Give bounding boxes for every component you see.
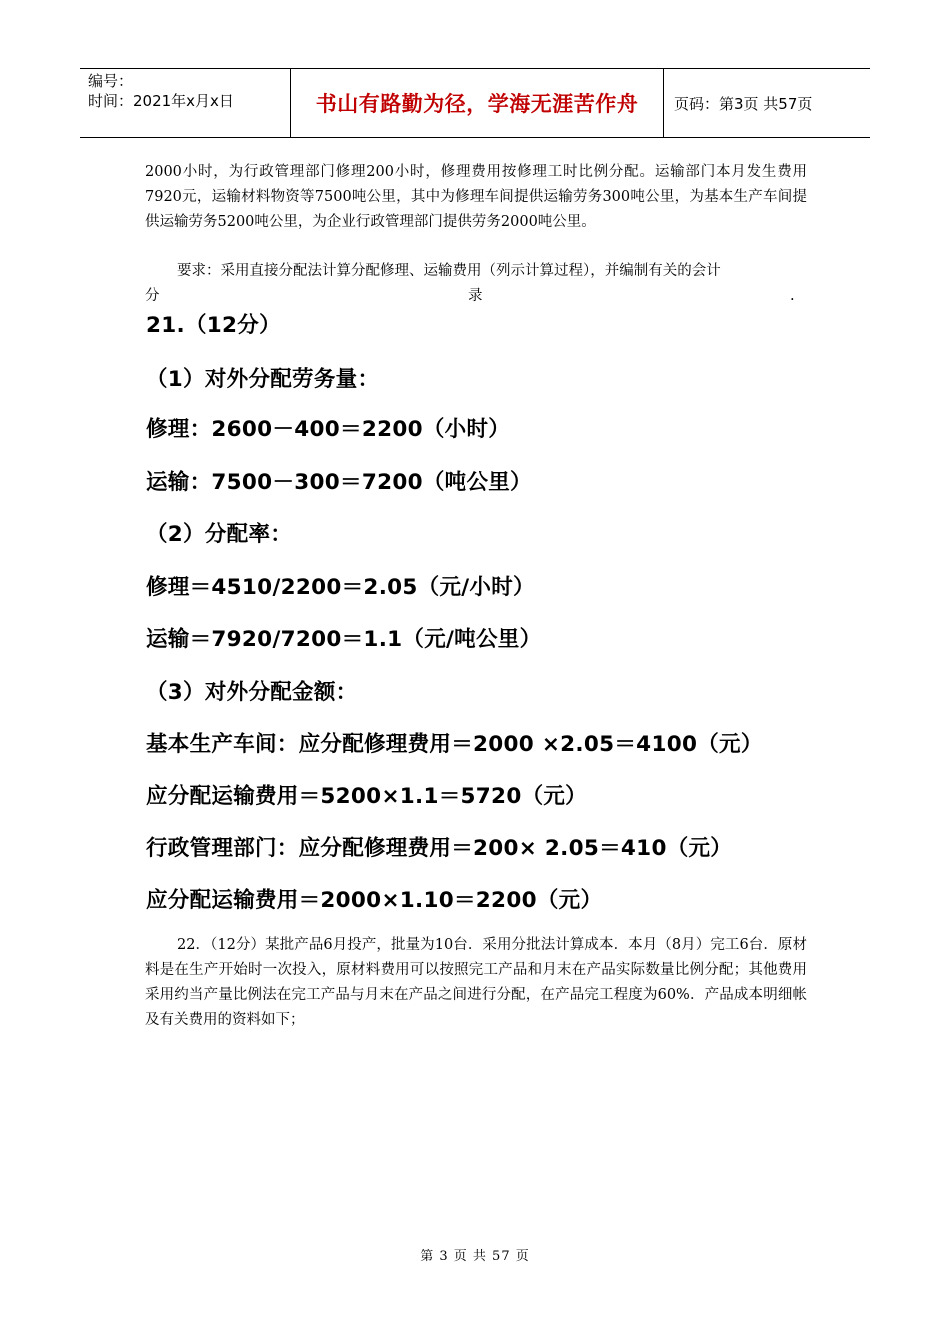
- page-header: [80, 68, 870, 138]
- answer-line-repair-volume: 修理：2600－400＝2200（小时）: [146, 417, 511, 442]
- answer-line-transport-volume: 运输：7500－300＝7200（吨公里）: [146, 470, 532, 495]
- answer-line-transport-rate: 运输＝7920/7200＝1.1（元/吨公里）: [146, 627, 542, 652]
- answer-line-workshop-repair: 基本生产车间：应分配修理费用＝2000 ×2.05＝4100（元）: [146, 732, 763, 757]
- requirement-tail-char-2: 录: [468, 288, 483, 304]
- answer-section-2: （2）分配率：: [146, 522, 293, 547]
- question-22-text: 22．（12分）某批产品6月投产，批量为10台．采用分批法计算成本．本月（8月）完工6台．原材料是在生产开始时一次投入，原材料费用可以按照完工产品和月末在产品实际数量比例分配；其他费用采用约当产量比例法在完工产品与月末在产品之间进行分配，在产品完工程度为60%．产品成本明细帐及有关费用的资料如下；: [145, 937, 807, 1028]
- answer-line-repair-rate: 修理＝4510/2200＝2.05（元/小时）: [146, 575, 535, 600]
- answer-section-3: （3）对外分配金额：: [146, 680, 358, 705]
- page-footer: 第 3 页 共 57 页: [420, 1249, 530, 1264]
- question-22: [145, 933, 807, 1033]
- document-number-label: 编号：: [88, 72, 134, 90]
- header-motto: 书山有路勤为径，学海无涯苦作舟: [290, 69, 664, 137]
- header-meta: [80, 69, 290, 137]
- answer-line-admin-repair: 行政管理部门：应分配修理费用＝200× 2.05＝410（元）: [146, 836, 733, 861]
- document-date: 时间：2021年x月x日: [88, 92, 234, 110]
- requirement-text: 要求：采用直接分配法计算分配修理、运输费用（列示计算过程），并编制有关的会计: [177, 263, 721, 279]
- requirement-tail-char-1: 分: [145, 288, 160, 304]
- requirement-tail-char-3: .: [790, 288, 795, 304]
- header-page-info: 页码：第3页 共57页: [674, 94, 813, 113]
- answer-line-workshop-transport: 应分配运输费用＝5200×1.1＝5720（元）: [146, 784, 587, 809]
- answer-section-1: （1）对外分配劳务量：: [146, 367, 380, 392]
- answer-title: 21.（12分）: [146, 313, 281, 338]
- problem-paragraph: 2000小时，为行政管理部门修理200小时，修理费用按修理工时比例分配。运输部门本月发生费用7920元，运输材料物资等7500吨公里，其中为修理车间提供运输劳务300吨公里，为基本生产车间提供运输劳务5200吨公里，为企业行政管理部门提供劳务2000吨公里。: [145, 164, 807, 230]
- answer-line-admin-transport: 应分配运输费用＝2000×1.10＝2200（元）: [146, 888, 603, 913]
- problem-requirement: [145, 259, 807, 284]
